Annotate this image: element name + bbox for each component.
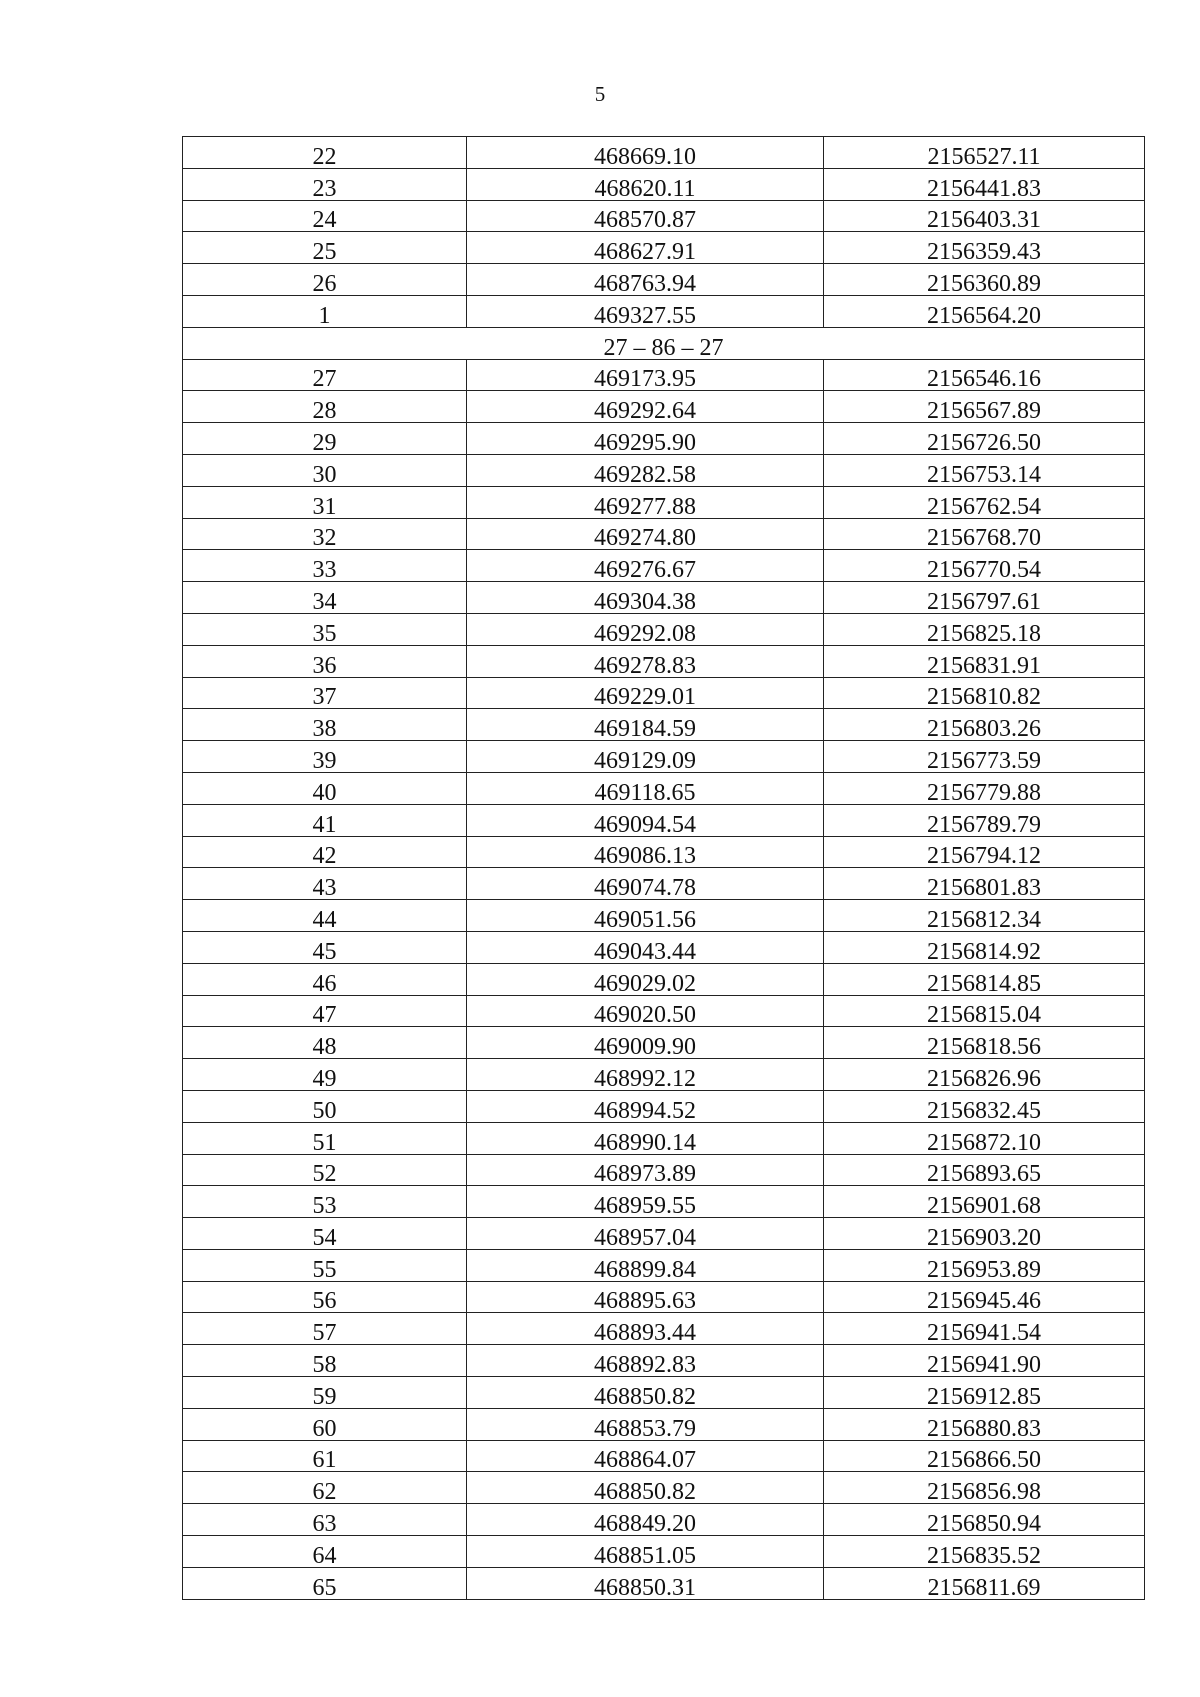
table-row <box>183 1504 1145 1536</box>
point-number-cell: 44 <box>183 900 467 932</box>
point-number-cell: 35 <box>183 613 467 645</box>
table-row <box>183 677 1145 709</box>
point-number-cell: 65 <box>183 1567 467 1599</box>
y-coordinate-cell: 2156941.54 <box>824 1313 1145 1345</box>
point-number-cell: 62 <box>183 1472 467 1504</box>
table-row <box>183 391 1145 423</box>
page-number: 5 <box>594 82 606 106</box>
y-coordinate-cell: 2156773.59 <box>824 741 1145 773</box>
y-coordinate-cell: 2156546.16 <box>824 359 1145 391</box>
y-coordinate-cell: 2156941.90 <box>824 1345 1145 1377</box>
table-row <box>183 264 1145 296</box>
point-number-cell: 27 <box>183 359 467 391</box>
y-coordinate-cell: 2156801.83 <box>824 868 1145 900</box>
point-number-cell: 33 <box>183 550 467 582</box>
x-coordinate-cell: 469009.90 <box>467 1027 824 1059</box>
x-coordinate-cell: 468849.20 <box>467 1504 824 1536</box>
y-coordinate-cell: 2156812.34 <box>824 900 1145 932</box>
x-coordinate-cell: 468620.11 <box>467 168 824 200</box>
table-row <box>183 645 1145 677</box>
y-coordinate-cell: 2156901.68 <box>824 1186 1145 1218</box>
y-coordinate-cell: 2156779.88 <box>824 772 1145 804</box>
point-number-cell: 47 <box>183 995 467 1027</box>
table-row <box>183 486 1145 518</box>
x-coordinate-cell: 468627.91 <box>467 232 824 264</box>
table-row <box>183 1249 1145 1281</box>
x-coordinate-cell: 468864.07 <box>467 1440 824 1472</box>
x-coordinate-cell: 469184.59 <box>467 709 824 741</box>
y-coordinate-cell: 2156403.31 <box>824 200 1145 232</box>
x-coordinate-cell: 469277.88 <box>467 486 824 518</box>
table-row <box>183 1059 1145 1091</box>
x-coordinate-cell: 469129.09 <box>467 741 824 773</box>
table-row <box>183 868 1145 900</box>
table-row <box>183 1154 1145 1186</box>
table-row <box>183 995 1145 1027</box>
table-row <box>183 1440 1145 1472</box>
point-number-cell: 30 <box>183 454 467 486</box>
x-coordinate-cell: 468899.84 <box>467 1249 824 1281</box>
x-coordinate-cell: 469327.55 <box>467 295 824 327</box>
point-number-cell: 50 <box>183 1090 467 1122</box>
point-number-cell: 48 <box>183 1027 467 1059</box>
coordinates-table <box>182 136 1145 1600</box>
point-number-cell: 61 <box>183 1440 467 1472</box>
y-coordinate-cell: 2156872.10 <box>824 1122 1145 1154</box>
point-number-cell: 43 <box>183 868 467 900</box>
x-coordinate-cell: 469020.50 <box>467 995 824 1027</box>
x-coordinate-cell: 469074.78 <box>467 868 824 900</box>
y-coordinate-cell: 2156753.14 <box>824 454 1145 486</box>
y-coordinate-cell: 2156850.94 <box>824 1504 1145 1536</box>
table-row <box>183 709 1145 741</box>
x-coordinate-cell: 468853.79 <box>467 1408 824 1440</box>
table-row <box>183 137 1145 169</box>
x-coordinate-cell: 468990.14 <box>467 1122 824 1154</box>
x-coordinate-cell: 468895.63 <box>467 1281 824 1313</box>
y-coordinate-cell: 2156818.56 <box>824 1027 1145 1059</box>
point-number-cell: 39 <box>183 741 467 773</box>
y-coordinate-cell: 2156912.85 <box>824 1377 1145 1409</box>
y-coordinate-cell: 2156726.50 <box>824 423 1145 455</box>
x-coordinate-cell: 469229.01 <box>467 677 824 709</box>
table-row <box>183 1472 1145 1504</box>
y-coordinate-cell: 2156866.50 <box>824 1440 1145 1472</box>
x-coordinate-cell: 469292.64 <box>467 391 824 423</box>
point-number-cell: 60 <box>183 1408 467 1440</box>
point-number-cell: 54 <box>183 1218 467 1250</box>
x-coordinate-cell: 469292.08 <box>467 613 824 645</box>
table-row <box>183 963 1145 995</box>
point-number-cell: 29 <box>183 423 467 455</box>
y-coordinate-cell: 2156768.70 <box>824 518 1145 550</box>
table-row <box>183 454 1145 486</box>
table-row <box>183 1281 1145 1313</box>
point-number-cell: 55 <box>183 1249 467 1281</box>
point-number-cell: 41 <box>183 804 467 836</box>
y-coordinate-cell: 2156835.52 <box>824 1536 1145 1568</box>
x-coordinate-cell: 468763.94 <box>467 264 824 296</box>
point-number-cell: 53 <box>183 1186 467 1218</box>
point-number-cell: 51 <box>183 1122 467 1154</box>
y-coordinate-cell: 2156360.89 <box>824 264 1145 296</box>
table-row <box>183 804 1145 836</box>
table-row <box>183 295 1145 327</box>
y-coordinate-cell: 2156903.20 <box>824 1218 1145 1250</box>
table-row <box>183 1408 1145 1440</box>
point-number-cell: 64 <box>183 1536 467 1568</box>
y-coordinate-cell: 2156825.18 <box>824 613 1145 645</box>
table-row <box>183 1377 1145 1409</box>
y-coordinate-cell: 2156814.92 <box>824 931 1145 963</box>
section-row <box>183 327 1145 359</box>
y-coordinate-cell: 2156880.83 <box>824 1408 1145 1440</box>
point-number-cell: 22 <box>183 137 467 169</box>
point-number-cell: 23 <box>183 168 467 200</box>
point-number-cell: 52 <box>183 1154 467 1186</box>
table-row <box>183 613 1145 645</box>
coordinates-table-body <box>183 137 1145 1600</box>
y-coordinate-cell: 2156770.54 <box>824 550 1145 582</box>
point-number-cell: 25 <box>183 232 467 264</box>
point-number-cell: 56 <box>183 1281 467 1313</box>
table-row <box>183 1218 1145 1250</box>
x-coordinate-cell: 468959.55 <box>467 1186 824 1218</box>
point-number-cell: 36 <box>183 645 467 677</box>
y-coordinate-cell: 2156441.83 <box>824 168 1145 200</box>
y-coordinate-cell: 2156831.91 <box>824 645 1145 677</box>
x-coordinate-cell: 469295.90 <box>467 423 824 455</box>
table-row <box>183 168 1145 200</box>
x-coordinate-cell: 469051.56 <box>467 900 824 932</box>
point-number-cell: 34 <box>183 582 467 614</box>
y-coordinate-cell: 2156856.98 <box>824 1472 1145 1504</box>
x-coordinate-cell: 469274.80 <box>467 518 824 550</box>
point-number-cell: 38 <box>183 709 467 741</box>
point-number-cell: 28 <box>183 391 467 423</box>
x-coordinate-cell: 468973.89 <box>467 1154 824 1186</box>
x-coordinate-cell: 469094.54 <box>467 804 824 836</box>
x-coordinate-cell: 469086.13 <box>467 836 824 868</box>
y-coordinate-cell: 2156826.96 <box>824 1059 1145 1091</box>
table-row <box>183 1186 1145 1218</box>
x-coordinate-cell: 469276.67 <box>467 550 824 582</box>
x-coordinate-cell: 469043.44 <box>467 931 824 963</box>
table-row <box>183 1122 1145 1154</box>
point-number-cell: 24 <box>183 200 467 232</box>
y-coordinate-cell: 2156527.11 <box>824 137 1145 169</box>
y-coordinate-cell: 2156810.82 <box>824 677 1145 709</box>
y-coordinate-cell: 2156832.45 <box>824 1090 1145 1122</box>
table-row <box>183 1567 1145 1599</box>
y-coordinate-cell: 2156564.20 <box>824 295 1145 327</box>
table-row <box>183 1345 1145 1377</box>
x-coordinate-cell: 469282.58 <box>467 454 824 486</box>
y-coordinate-cell: 2156789.79 <box>824 804 1145 836</box>
point-number-cell: 49 <box>183 1059 467 1091</box>
x-coordinate-cell: 469278.83 <box>467 645 824 677</box>
y-coordinate-cell: 2156945.46 <box>824 1281 1145 1313</box>
x-coordinate-cell: 468850.82 <box>467 1377 824 1409</box>
table-row <box>183 200 1145 232</box>
y-coordinate-cell: 2156803.26 <box>824 709 1145 741</box>
point-number-cell: 37 <box>183 677 467 709</box>
y-coordinate-cell: 2156893.65 <box>824 1154 1145 1186</box>
x-coordinate-cell: 468570.87 <box>467 200 824 232</box>
x-coordinate-cell: 469304.38 <box>467 582 824 614</box>
x-coordinate-cell: 469118.65 <box>467 772 824 804</box>
x-coordinate-cell: 468957.04 <box>467 1218 824 1250</box>
point-number-cell: 63 <box>183 1504 467 1536</box>
table-row <box>183 900 1145 932</box>
x-coordinate-cell: 468669.10 <box>467 137 824 169</box>
point-number-cell: 58 <box>183 1345 467 1377</box>
point-number-cell: 45 <box>183 931 467 963</box>
y-coordinate-cell: 2156762.54 <box>824 486 1145 518</box>
x-coordinate-cell: 469029.02 <box>467 963 824 995</box>
y-coordinate-cell: 2156794.12 <box>824 836 1145 868</box>
point-number-cell: 26 <box>183 264 467 296</box>
table-row <box>183 518 1145 550</box>
table-row <box>183 1313 1145 1345</box>
table-row <box>183 836 1145 868</box>
table-row <box>183 550 1145 582</box>
x-coordinate-cell: 469173.95 <box>467 359 824 391</box>
table-row <box>183 423 1145 455</box>
x-coordinate-cell: 468892.83 <box>467 1345 824 1377</box>
point-number-cell: 31 <box>183 486 467 518</box>
table-row <box>183 772 1145 804</box>
y-coordinate-cell: 2156359.43 <box>824 232 1145 264</box>
table-row <box>183 359 1145 391</box>
table-row <box>183 232 1145 264</box>
y-coordinate-cell: 2156567.89 <box>824 391 1145 423</box>
x-coordinate-cell: 468850.31 <box>467 1567 824 1599</box>
y-coordinate-cell: 2156797.61 <box>824 582 1145 614</box>
point-number-cell: 59 <box>183 1377 467 1409</box>
table-row <box>183 1536 1145 1568</box>
point-number-cell: 46 <box>183 963 467 995</box>
section-label: 27 – 86 – 27 <box>183 327 1145 359</box>
table-row <box>183 1027 1145 1059</box>
y-coordinate-cell: 2156815.04 <box>824 995 1145 1027</box>
table-row <box>183 931 1145 963</box>
y-coordinate-cell: 2156814.85 <box>824 963 1145 995</box>
point-number-cell: 40 <box>183 772 467 804</box>
y-coordinate-cell: 2156811.69 <box>824 1567 1145 1599</box>
point-number-cell: 1 <box>183 295 467 327</box>
table-row <box>183 582 1145 614</box>
point-number-cell: 57 <box>183 1313 467 1345</box>
table-row <box>183 741 1145 773</box>
y-coordinate-cell: 2156953.89 <box>824 1249 1145 1281</box>
x-coordinate-cell: 468851.05 <box>467 1536 824 1568</box>
x-coordinate-cell: 468992.12 <box>467 1059 824 1091</box>
x-coordinate-cell: 468850.82 <box>467 1472 824 1504</box>
table-row <box>183 1090 1145 1122</box>
point-number-cell: 42 <box>183 836 467 868</box>
x-coordinate-cell: 468893.44 <box>467 1313 824 1345</box>
point-number-cell: 32 <box>183 518 467 550</box>
x-coordinate-cell: 468994.52 <box>467 1090 824 1122</box>
